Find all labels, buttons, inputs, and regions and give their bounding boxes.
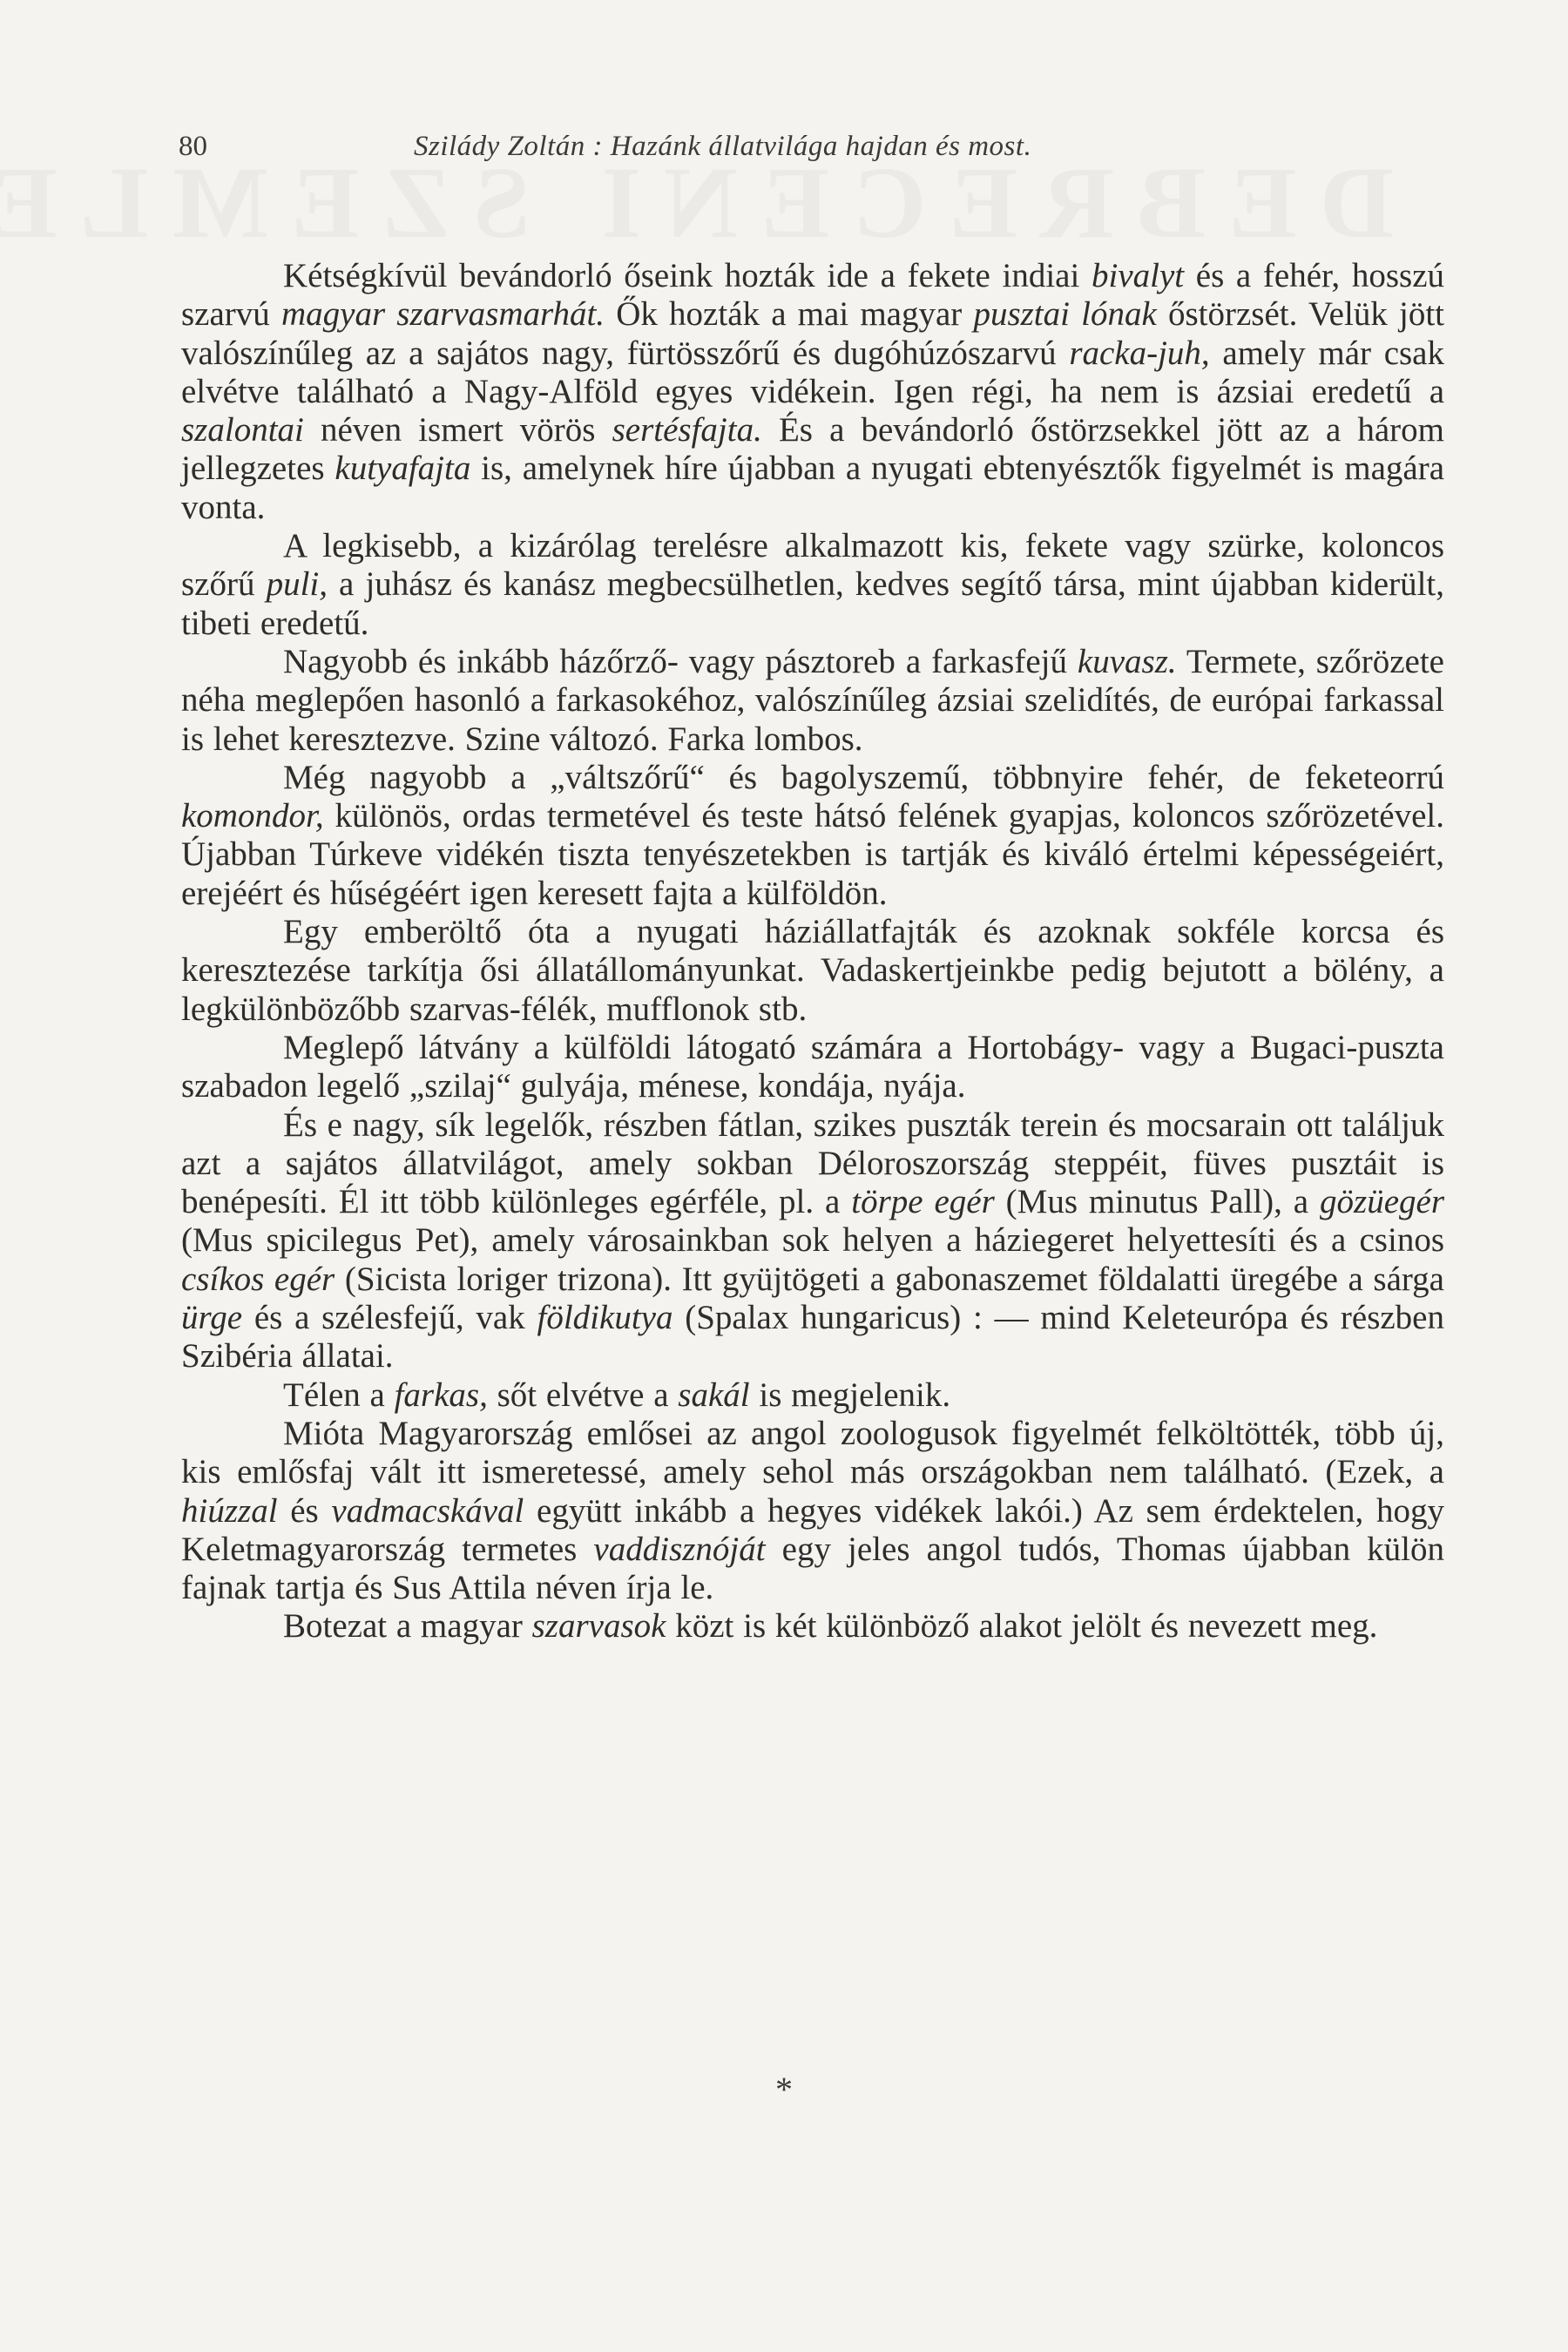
italic-term: sertésfajta. — [612, 411, 762, 449]
text-run: és a szélesfejű, vak — [242, 1299, 537, 1337]
italic-term: földikutya — [537, 1299, 673, 1337]
text-run: a juhász és kanász megbecsülhetlen, kedves segítő társa, mint újabban kiderült, tibeti eredetű. — [181, 565, 1444, 642]
italic-term: puli, — [266, 565, 328, 604]
italic-term: kuvasz. — [1077, 642, 1177, 680]
text-run: Még nagyobb a „váltszőrű“ és bagolyszemű, többnyire fehér, de feketeorrú — [283, 758, 1444, 796]
italic-term: farkas, — [394, 1375, 488, 1414]
italic-term: magyar szarvasmarhát. — [280, 295, 605, 334]
text-run: és — [277, 1491, 332, 1530]
paragraph — [181, 527, 1444, 643]
paragraph — [181, 1106, 1444, 1376]
text-run: Egy emberöltő óta a nyugati háziállatfajták és azoknak sokféle korcsa és keresztezése tarkítja ősi állatállományunkat. Vadaskertjeinkbe pedig bejutott a bölény, a legkülönbözőbb szarvas-félék, mufflonok stb. — [181, 913, 1444, 1028]
paragraph — [181, 1029, 1444, 1106]
paragraph — [181, 913, 1444, 1029]
italic-term: gözüegér — [1320, 1183, 1444, 1221]
text-run: Mióta Magyarország emlősei az angol zoologusok figyelmét felköltötték, több új, kis emlősfaj vált itt ismeretessé, amely sehol más országokban nem található. (Ezek, a — [181, 1414, 1444, 1491]
text-run: egy jeles angol tudós, Thomas újabban külön fajnak tartja és Sus Attila néven írja le. — [181, 1530, 1444, 1607]
italic-term: szalontai — [181, 411, 304, 449]
paragraph — [181, 1376, 1444, 1415]
text-run: Kétségkívül bevándorló őseink hozták ide a fekete indiai — [283, 257, 1092, 294]
text-run: különös, ordas termetével és teste hátsó felének gyapjas, koloncos szőrözetével. Újabban Túrkeve vidékén tiszta tenyészetekben is tartják és kiváló értelmi képességeiért, erejéért és hűségéért igen keresett fajta a külföldön. — [181, 797, 1444, 912]
text-run: sőt elvétve a — [487, 1375, 679, 1414]
paragraph — [181, 1415, 1444, 1607]
italic-term: ürge — [181, 1299, 243, 1337]
text-run: (Spalax hungaricus) : — mind Keleteurópa és részben Szibéria állatai. — [181, 1299, 1444, 1375]
italic-term: törpe egér — [851, 1183, 995, 1221]
italic-term: szarvasok — [531, 1607, 666, 1646]
text-run: És a bevándorló őstörzsekkel jött az a három jellegzetes — [181, 411, 1445, 488]
text-run: őstörzsét. Velük jött valószínűleg az a sajátos nagy, fürtösszőrű és dugóhúzószarvú — [181, 295, 1445, 372]
text-run: (Sicista loriger trizona). Itt gyüjtögeti a gabonaszemet földalatti üregébe a sárga — [335, 1260, 1444, 1298]
text-run: néven ismert vörös — [303, 411, 612, 449]
italic-term: racka-juh, — [1069, 334, 1210, 372]
section-break-asterisk: * — [775, 2070, 793, 2109]
italic-term: csíkos egér — [181, 1260, 335, 1298]
body-text — [181, 257, 1444, 1646]
page-number: 80 — [179, 131, 207, 162]
text-run: közt is két különböző alakot jelölt és nevezett meg. — [666, 1607, 1378, 1646]
italic-term: kutyafajta — [335, 449, 471, 488]
text-run: És e nagy, sík legelők, részben fátlan, szikes puszták terein és mocsarain ott találjuk azt a sajátos állatvilágot, amely sokban Déloroszország steppéit, füves pusztáit is benépesíti. Él itt több különleges egérféle, pl. a — [181, 1105, 1444, 1221]
paragraph — [181, 643, 1444, 759]
text-run: is megjelenik. — [749, 1375, 951, 1414]
italic-term: vadmacskával — [331, 1491, 524, 1530]
text-run: (Mus spicilegus Pet), amely városainkban sok helyen a háziegeret helyettesíti és a csinos — [181, 1221, 1444, 1260]
paragraph — [181, 257, 1444, 527]
running-title: Szilády Zoltán : Hazánk állatvilága hajdan és most. — [414, 131, 1032, 162]
paragraph — [181, 759, 1444, 913]
running-head — [179, 131, 1442, 163]
italic-term: vaddisznóját — [593, 1530, 766, 1568]
italic-term: hiúzzal — [181, 1491, 278, 1530]
text-run: (Mus minutus Pall), a — [994, 1183, 1321, 1221]
italic-term: bivalyt — [1091, 257, 1185, 294]
paragraph — [181, 1607, 1444, 1646]
text-run: Termete, szőrözete néha meglepően hasonló a farkasokéhoz, valószínűleg ázsiai szelidítés, de európai farkassal is lehet keresztezve. Szine változó. Farka lombos. — [181, 642, 1444, 758]
text-run: Botezat a magyar — [283, 1607, 532, 1646]
text-run: Meglepő látvány a külföldi látogató számára a Hortobágy- vagy a Bugaci-puszta szabadon legelő „szilaj“ gulyája, ménese, kondája, nyája. — [181, 1028, 1444, 1105]
text-run: A legkisebb, a kizárólag terelésre alkalmazott kis, fekete vagy szürke, koloncos szőrű — [181, 527, 1444, 604]
italic-term: pusztai lónak — [973, 295, 1157, 334]
italic-term: sakál — [678, 1375, 750, 1414]
text-run: amely már csak elvétve található a Nagy-Alföld egyes vidékein. Igen régi, ha nem is ázsiai eredetű a — [181, 334, 1444, 410]
text-run: Télen a — [283, 1375, 395, 1414]
text-run: együtt inkább a hegyes vidékek lakói.) Az sem érdektelen, hogy Keletmagyarország termetes — [181, 1491, 1444, 1568]
italic-term: komondor, — [181, 797, 324, 835]
text-run: is, amelynek híre újabban a nyugati ebtenyésztők figyelmét is magára vonta. — [181, 449, 1445, 526]
text-run: és a fehér, hosszú szarvú — [181, 257, 1445, 334]
text-run: Nagyobb és inkább házőrző- vagy pásztoreb a farkasfejű — [283, 642, 1078, 680]
text-run: Ők hozták a mai magyar — [605, 295, 974, 334]
